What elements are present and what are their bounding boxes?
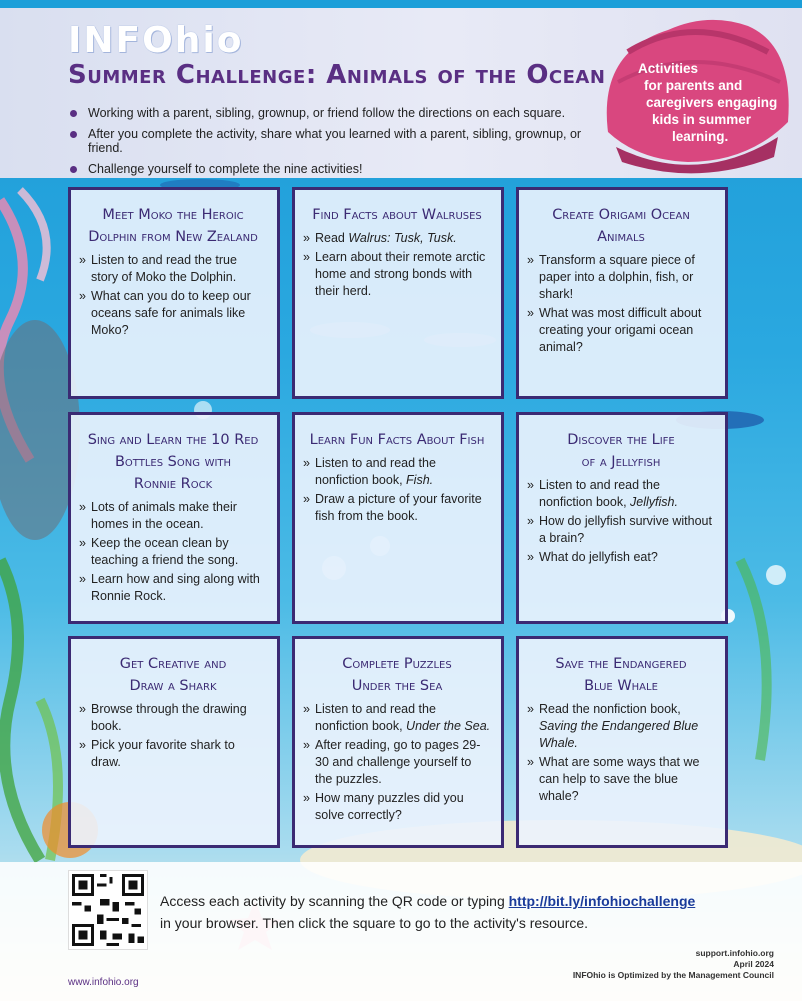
card-title (79, 429, 267, 495)
footer-text-before: Access each activity by scanning the QR code or typing (160, 893, 509, 909)
page-title: Summer Challenge: Animals of the Ocean (68, 60, 606, 90)
clam-line: for parents and (644, 78, 743, 93)
card-item: » Listen to and read the true story of Moko the Dolphin. (79, 252, 267, 286)
card-items (79, 701, 267, 771)
date-label: April 2024 (733, 959, 774, 969)
card-item: » Learn how and sing along with Ronnie Rock. (79, 571, 267, 605)
card-title-line: Learn Fun Facts About Fish (309, 432, 485, 448)
card-items (303, 230, 491, 300)
card-title (79, 204, 267, 248)
footer-text-after: in your browser. Then click the square to go to the activity's resource. (160, 915, 589, 931)
card-title-line: Sing and Learn the 10 Red (87, 432, 259, 448)
card-title (527, 653, 715, 697)
activity-card-origami[interactable] (516, 187, 728, 399)
challenge-link[interactable]: http://bit.ly/infohiochallenge (508, 893, 696, 909)
activity-card-jellyfish[interactable] (516, 412, 728, 624)
card-title-line: Bottles Song with (114, 454, 232, 470)
card-title-line: Discover the Life (567, 432, 675, 448)
card-items (527, 252, 715, 356)
instruction-item: Challenge yourself to complete the nine activities! (70, 162, 610, 176)
activity-card-blue-whale[interactable] (516, 636, 728, 848)
card-item: » Read the nonfiction book, Saving the Endangered Blue Whale. (527, 701, 715, 752)
top-bar (0, 0, 802, 8)
card-item: » What can you do to keep our oceans safe for animals like Moko? (79, 288, 267, 339)
activity-card-walruses[interactable] (292, 187, 504, 399)
card-title-line: of a Jellyfish (581, 454, 661, 470)
card-items (79, 252, 267, 339)
instruction-item: Working with a parent, sibling, grownup, or friend follow the directions on each square. (70, 106, 610, 120)
card-title (79, 653, 267, 697)
instruction-item: After you complete the activity, share what you learned with a parent, sibling, grownup, or friend. (70, 127, 610, 155)
card-item: » How many puzzles did you solve correctly? (303, 790, 491, 824)
card-title-line: Ronnie Rock (133, 476, 213, 492)
qr-code-icon[interactable] (68, 870, 148, 950)
clam-line: learning. (672, 129, 729, 144)
card-title-line: Dolphin from New Zealand (88, 229, 258, 245)
card-item: » What do jellyfish eat? (527, 549, 715, 566)
card-title (303, 429, 491, 451)
card-item: » What are some ways that we can help to save the blue whale? (527, 754, 715, 805)
logo-text: INFOhio (68, 20, 244, 61)
card-item: » Lots of animals make their homes in the ocean. (79, 499, 267, 533)
card-item: » Transform a square piece of paper into a dolphin, fish, or shark! (527, 252, 715, 303)
card-title (303, 204, 491, 226)
card-title-line: Meet Moko the Heroic (102, 207, 244, 223)
card-items (527, 477, 715, 566)
card-item: » What was most difficult about creating your origami ocean animal? (527, 305, 715, 356)
activity-card-moko[interactable] (68, 187, 280, 399)
footer-instructions (160, 890, 700, 934)
card-item: » Listen to and read the nonfiction book, Fish. (303, 455, 491, 489)
activity-card-ronnie-rock[interactable] (68, 412, 280, 624)
card-items (527, 701, 715, 805)
council-label: INFOhio is Optimized by the Management Council (572, 970, 774, 980)
card-item: » Browse through the drawing book. (79, 701, 267, 735)
card-title-line: Create Origami Ocean Animals (552, 207, 690, 245)
clam-line: Activities (638, 61, 699, 76)
card-item: » How do jellyfish survive without a brain? (527, 513, 715, 547)
activity-card-fish[interactable] (292, 412, 504, 624)
activity-card-puzzles[interactable] (292, 636, 504, 848)
card-item: » Read Walrus: Tusk, Tusk. (303, 230, 491, 247)
clam-line: kids in summer (652, 112, 752, 127)
card-items (303, 455, 491, 525)
card-item: » Draw a picture of your favorite fish from the book. (303, 491, 491, 525)
card-title-line: Complete Puzzles (342, 656, 452, 672)
card-item: » Listen to and read the nonfiction book, Under the Sea. (303, 701, 491, 735)
card-title (527, 204, 715, 248)
card-title-line: Blue Whale (584, 678, 658, 694)
clam-caption (632, 60, 782, 145)
card-title (303, 653, 491, 697)
card-item: » After reading, go to pages 29-30 and challenge yourself to the puzzles. (303, 737, 491, 788)
instructions-list (70, 106, 610, 183)
footer-meta (573, 948, 774, 981)
card-title-line: Get Creative and (119, 656, 227, 672)
card-item: » Listen to and read the nonfiction book, Jellyfish. (527, 477, 715, 511)
card-title (527, 429, 715, 473)
activity-card-shark[interactable] (68, 636, 280, 848)
card-item: » Pick your favorite shark to draw. (79, 737, 267, 771)
infohio-logo (68, 20, 243, 61)
support-link[interactable]: support.infohio.org (695, 948, 774, 958)
card-item: » Keep the ocean clean by teaching a friend the song. (79, 535, 267, 569)
clam-line: caregivers engaging (646, 95, 778, 110)
card-items (303, 701, 491, 824)
card-item: » Learn about their remote arctic home and strong bonds with their herd. (303, 249, 491, 300)
card-items (79, 499, 267, 605)
site-link[interactable]: www.infohio.org (68, 977, 139, 988)
card-title-line: Save the Endangered (555, 656, 687, 672)
card-title-line: Draw a Shark (129, 678, 217, 694)
card-title-line: Under the Sea (351, 678, 443, 694)
card-title-line: Find Facts about Walruses (312, 207, 482, 223)
